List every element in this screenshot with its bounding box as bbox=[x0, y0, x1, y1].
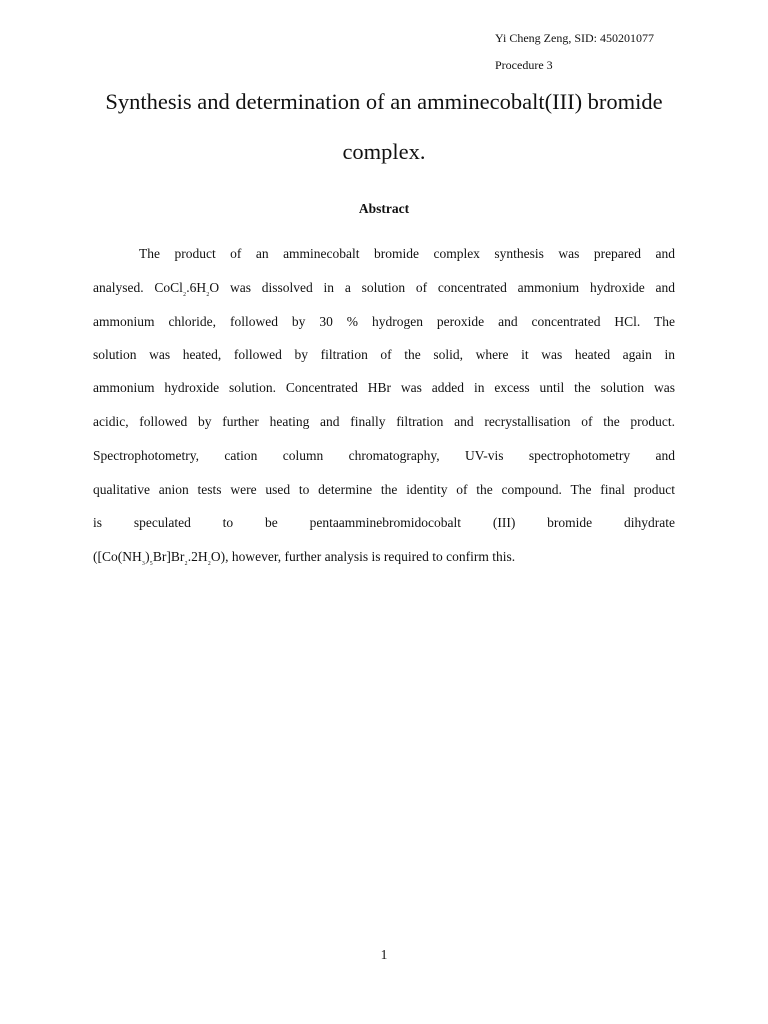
abstract-line: The product of an amminecobalt bromide complex synthesis was prepared and bbox=[139, 246, 675, 261]
header-procedure: Procedure 3 bbox=[495, 58, 553, 72]
header-author: Yi Cheng Zeng, SID: 450201077 bbox=[495, 31, 654, 45]
abstract-line: Spectrophotometry, cation column chromatography, UV-vis spectrophotometry and bbox=[93, 448, 675, 463]
document-title-line-1: Synthesis and determination of an amminecobalt(III) bromide bbox=[105, 89, 663, 114]
abstract-line: ammonium chloride, followed by 30 % hydrogen peroxide and concentrated HCl. The bbox=[93, 314, 675, 329]
abstract-line: ammonium hydroxide solution. Concentrated HBr was added in excess until the solution was bbox=[93, 380, 675, 395]
abstract-line: solution was heated, followed by filtration of the solid, where it was heated again in bbox=[93, 347, 675, 362]
abstract-line: ([Co(NH₃)₅Br]Br₂.2H₂O), however, further analysis is required to confirm this. bbox=[93, 549, 516, 566]
abstract-line: acidic, followed by further heating and finally filtration and recrystallisation of the product. bbox=[93, 414, 675, 429]
document-title-line-2: complex. bbox=[342, 139, 426, 164]
abstract-line: analysed. CoCl₂.6H₂O was dissolved in a solution of concentrated ammonium hydroxide and bbox=[93, 280, 675, 297]
abstract-heading: Abstract bbox=[358, 201, 410, 216]
abstract-line: is speculated to be pentaamminebromidocobalt (III) bromide dihydrate bbox=[93, 515, 675, 530]
abstract-line: qualitative anion tests were used to determine the identity of the compound. The final product bbox=[93, 482, 675, 497]
page-number: 1 bbox=[380, 947, 388, 962]
